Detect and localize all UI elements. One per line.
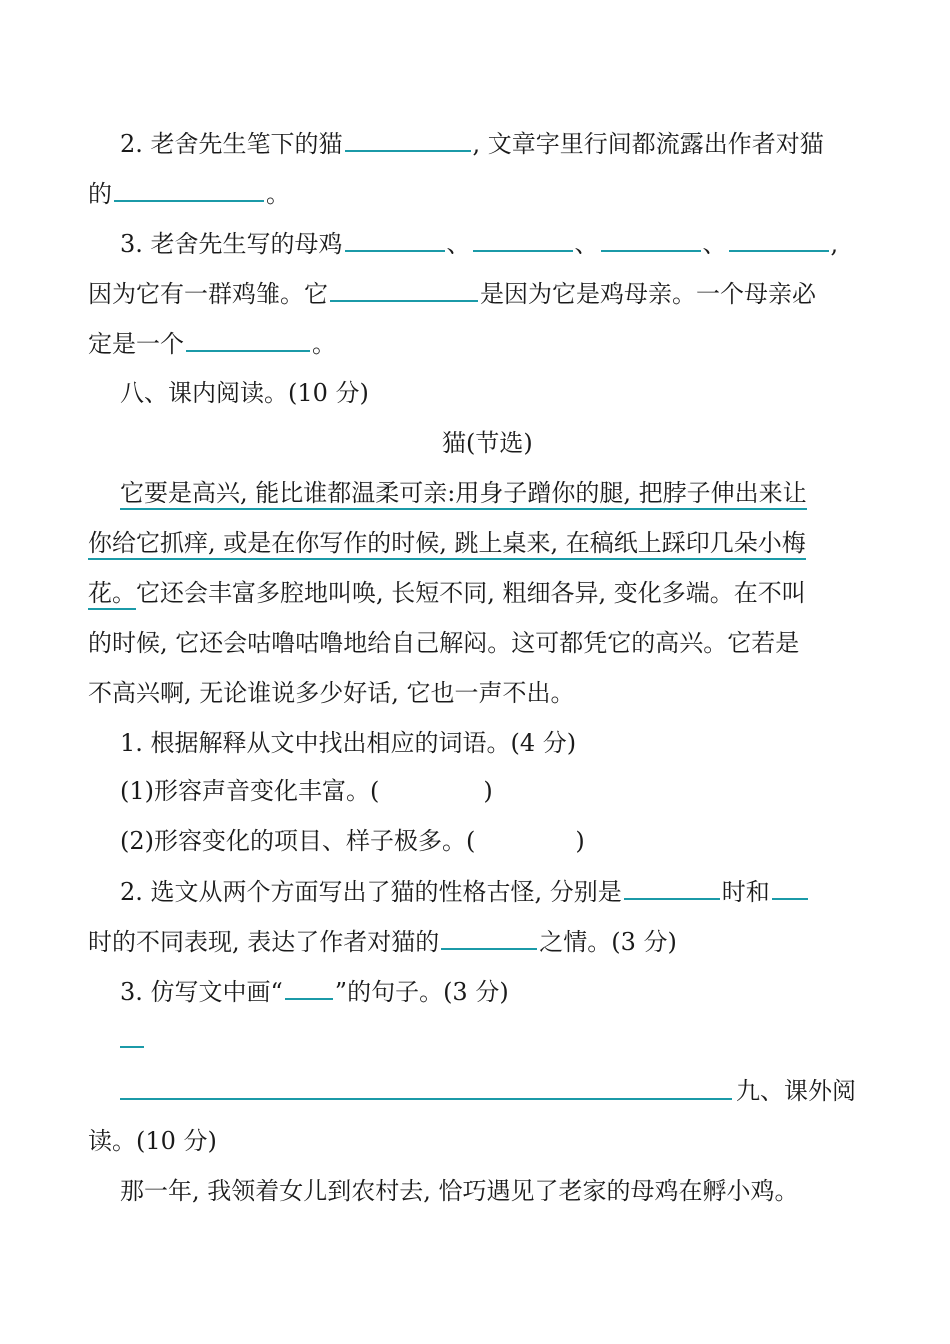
separator: 、	[574, 230, 599, 258]
q7-item3-text-d: 定是一个	[88, 330, 184, 358]
comma: ,	[830, 230, 839, 258]
close-paren: )	[483, 777, 493, 805]
q2-line1	[120, 874, 810, 908]
q7-item3-line1	[120, 226, 838, 260]
q7-item2-text-b: , 文章字里行间都流露出作者对猫	[472, 130, 824, 158]
answer-blank[interactable]	[729, 226, 829, 252]
underlined-sentence: 它要是高兴, 能比谁都温柔可亲:用身子蹭你的腿, 把脖子伸出来让	[120, 479, 807, 510]
separator: 、	[702, 230, 727, 258]
q3-text-b: ”的句子。(3 分)	[334, 978, 509, 1006]
passage-line-2	[88, 526, 806, 560]
q7-item3-text-c: 是因为它是鸡母亲。一个母亲必	[480, 280, 816, 308]
q2-text-c: 时的不同表现, 表达了作者对猫的	[88, 928, 440, 956]
q7-item2-line1	[120, 126, 824, 160]
passage-line-4: 的时候, 它还会咕噜咕噜地给自己解闷。这可都凭它的高兴。它若是	[88, 629, 800, 657]
q2-text-b: 时和	[721, 878, 770, 906]
q2-text-a: 2. 选文从两个方面写出了猫的性格古怪, 分别是	[120, 878, 622, 906]
passage-line-1	[120, 476, 807, 510]
q7-item3-text-b: 因为它有一群鸡雏。它	[88, 280, 328, 308]
q7-item2-line2	[88, 176, 290, 210]
passage-title: 猫(节选)	[442, 429, 533, 457]
answer-blank[interactable]	[601, 226, 701, 252]
section9-heading-part1: 九、课外阅	[736, 1077, 856, 1105]
q7-item3-line2	[88, 276, 816, 310]
answer-blank[interactable]	[473, 226, 573, 252]
q7-item3-line3	[88, 326, 336, 360]
answer-blank[interactable]	[624, 874, 720, 900]
separator: 、	[446, 230, 471, 258]
answer-line-long[interactable]	[120, 1098, 732, 1100]
q1-sub1	[120, 774, 493, 808]
answer-blank[interactable]	[345, 126, 471, 152]
q2-line2	[88, 924, 677, 958]
q3-text-a: 3. 仿写文中画“	[120, 978, 283, 1006]
q3-prompt	[120, 974, 509, 1008]
q7-item2-text-c: 的	[88, 180, 112, 208]
passage-line-3	[88, 576, 806, 610]
q1-prompt: 1. 根据解释从文中找出相应的词语。(4 分)	[120, 729, 577, 757]
q7-item2-text-a: 2. 老舍先生笔下的猫	[120, 130, 343, 158]
section9-line-1: 那一年, 我领着女儿到农村去, 恰巧遇见了老家的母鸡在孵小鸡。	[120, 1177, 799, 1205]
q2-text-d: 之情。(3 分)	[539, 928, 677, 956]
answer-blank[interactable]	[345, 226, 445, 252]
answer-blank[interactable]	[330, 276, 478, 302]
underlined-sentence: 你给它抓痒, 或是在你写作的时候, 跳上桌来, 在稿纸上踩印几朵小梅	[88, 529, 806, 560]
underlined-sentence: 花。	[88, 579, 136, 610]
underline-sample	[285, 974, 333, 1000]
answer-blank[interactable]	[114, 176, 264, 202]
answer-line-short[interactable]	[120, 1046, 144, 1048]
q1-sub2-text: (2)形容变化的项目、样子极多。(	[120, 827, 476, 855]
answer-blank[interactable]	[186, 326, 310, 352]
passage-line-5: 不高兴啊, 无论谁说多少好话, 它也一声不出。	[88, 679, 575, 707]
q1-sub2	[120, 824, 585, 858]
answer-blank[interactable]	[441, 924, 537, 950]
passage-text: 它还会丰富多腔地叫唤, 长短不同, 粗细各异, 变化多端。在不叫	[136, 579, 806, 607]
section9-heading-part2: 读。(10 分)	[88, 1127, 217, 1155]
section8-heading: 八、课内阅读。(10 分)	[120, 379, 369, 407]
close-paren: )	[575, 827, 585, 855]
q1-sub1-text: (1)形容声音变化丰富。(	[120, 777, 380, 805]
q7-item2-text-d: 。	[266, 180, 290, 208]
q7-item3-text-a: 3. 老舍先生写的母鸡	[120, 230, 343, 258]
q7-item3-text-e: 。	[312, 330, 336, 358]
answer-blank[interactable]	[772, 874, 808, 900]
